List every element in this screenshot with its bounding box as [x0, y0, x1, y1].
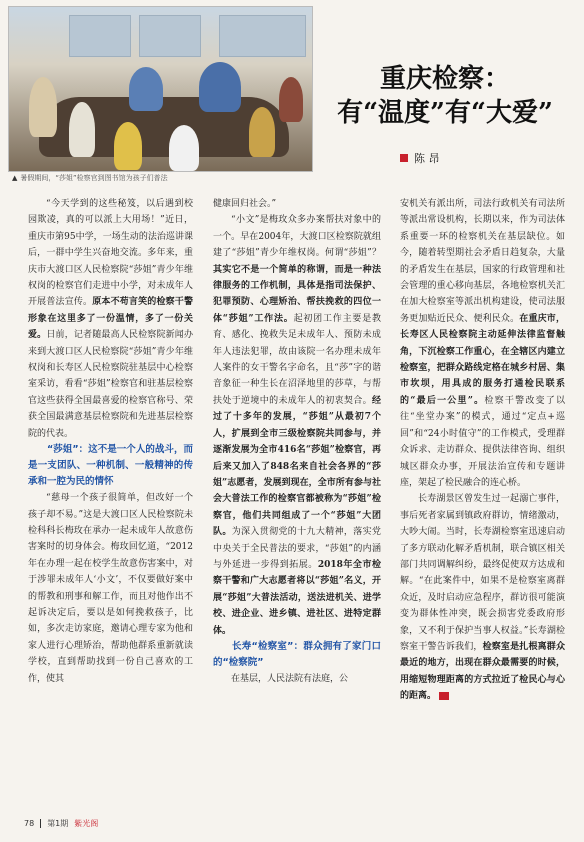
child-figure: [29, 77, 57, 137]
photo-caption: ▲ 暑假期间，“莎姐”检察官到图书馆为孩子们普法: [12, 174, 168, 182]
column-2: [213, 196, 381, 687]
column-3: [400, 196, 565, 705]
bookshelf: [219, 15, 306, 57]
paragraph: “慈母一个孩子很简单，但改好一个孩子却不易。”这是大渡口区人民检察院未检科科长梅玫在承办一起未成年人故意伤害案时的切身体会。梅玫回忆道，“2012年在办理一起在校学生故意伤害案中，对于涉罪未成年人‘小文’，不仅要做好案中的帮教和刑事和解工作，而且对他作出不起诉决定后，要以是如何挽救孩子，比如，多次走访家庭，邀请心理专家为他和家人进行心理矫治，帮助他群系重新就读学校，直到帮助找到一份自己喜欢的工作，使其: [28, 493, 193, 684]
page-footer: [24, 818, 98, 829]
child-figure: [69, 102, 95, 157]
column-1: [28, 196, 193, 687]
child-figure: [249, 107, 275, 157]
child-figure: [114, 122, 142, 170]
child-figure: [169, 125, 199, 171]
child-figure: [279, 77, 303, 122]
bookshelf: [69, 15, 131, 57]
paragraph: 在基层，人民法院有法庭，公: [231, 673, 349, 684]
red-square-icon: [400, 154, 408, 162]
triangle-icon: ▲: [12, 174, 18, 182]
header-photo: [8, 6, 313, 172]
title-line-2: 有“温度”有“大爱”: [337, 98, 553, 128]
paragraph: 长寿湖景区曾发生过一起溺亡事件，事后死者家属到镇政府群访，情绪激动，大吵大闹。当时，长寿湖检察室迅速启动了多方联动化解矛盾机制，联合镇区相关部门共同调解纠纷，最终促使双方达成和解。“在此案件中，如果不是检察室离群众近，及时启动应急程序，群访很可能演变为群体性冲突，既会损害党委政府形象，又不利于保护当事人权益。”长寿湖检察室干警告诉我们，检察室是扎根离群众最近的地方，出现在群众最需要的时候，用缩短物理距离的方式拉近了检民心与心的距离。: [400, 494, 565, 702]
prosecutor-figure: [129, 67, 163, 111]
author-byline: [400, 150, 440, 166]
bookshelf: [139, 15, 201, 57]
paragraph: 健康回归社会。”: [213, 199, 277, 209]
magazine-name: 紫光阁: [74, 819, 99, 828]
author-name: 陈 昂: [414, 152, 440, 165]
divider: [40, 819, 41, 828]
paragraph: “今天学到的这些秘笈，以后遇到校园欺凌，真的可以派上大用场！”近日，重庆市第95中学，一场生动的法治巡讲课后，一群中学生兴奋地交流。多年来，重庆市大渡口区人民检察院“莎姐”青少年维权岗的检察官们走进中小学，对未成年人开展普法宣传。原本不苟言笑的检察干警形象在这里多了一份温情，多了一份关爱。日前，记者随最高人民检察院新闻办来到大渡口区人民检察院“莎姐”青少年维权岗和长寿区人民检察院驻基层中心检察室采访，看看“莎姐”检察官和驻基层检察官这些获得全国最喜爱的检察官称号、荣获全国最满意基层检察院和先进基层检察院的代表。: [28, 199, 193, 439]
paragraph: 安机关有派出所，司法行政机关有司法所等派出常设机构，长期以来，作为司法体系重要一环的检察机关在基层缺位。如今，随着转型期社会矛盾日趋复杂，大量的矛盾发生在基层，国家的行政管理和社会管理的重心移向基层，各地检察机关汇在加大检察室等派出机构建设，使司法服务更加贴近民众、便利民众。在重庆市，长寿区人民检察院主动延伸法律监督触角，下沉检察工作重心，在全辖区内建立检察室，把群众路线定格在城乡村居、集市坎坝，用具成的服务打通检民联系的“最后一公里”。检察干警改变了以往“坐堂办案”的模式，通过“定点+巡回”和“24小时值守”的工作模式，受理群众诉求、走访群众、提供法律咨询、组织城区群众办事，开展法治宣传和专题讲座，架起了检民融合的连心桥。: [400, 199, 565, 488]
page-number: 78: [24, 819, 35, 828]
article-title: [320, 62, 570, 130]
issue-number: 第1期: [47, 819, 69, 828]
paragraph: “小文”是梅玫众多办案帮扶对象中的一个。早在2004年，大渡口区检察院就组建了“莎姐”青少年维权岗。何谓“莎姐”？其实它不是一个简单的称谓，而是一种法律服务的工作机制，具体是指司法保护、犯罪预防、心理矫治、帮扶挽救的四位一体“莎姐”工作法。起初团工作主要是教育、感化、挽救失足未成年人、预防未成年人违法犯罪，故由该院一名办理未成年人案件的女干警名字命名，且“莎”字的谐音象征一种生长在沼泽地里的莎草，与帮扶处于逆境中的未成年人的初衷契合。经过了十多年的发展，“莎姐”从最初7个人，扩展到全市三级检察院共同参与，并逐渐发展为全市416名“莎姐”检察官，再后来又加入了848名来自社会各界的“莎姐”志愿者，发展到现在，全市所有参与社会大普法工作的检察官都被称为“莎姐”检察官，他们共同组成了一个“莎姐”大团队。为深入贯彻党的十九大精神，落实党中央关于全民普法的要求，“莎姐”的内涵与外延进一步得到拓展。2018年全市检察干警和广大志愿者将以“莎姐”名义，开展“莎姐”大普法活动，送法进机关、进学校、进企业、进乡镇、进社区、进特定群体。: [213, 215, 381, 636]
title-line-1: 重庆检察：: [379, 64, 510, 94]
section-subheading: 长寿“检察室”：群众拥有了家门口的“检察院”: [213, 640, 381, 668]
section-subheading: “莎姐”：这不是一个人的战斗，而是一支团队、一种机制、一般精神的传承和一腔为民的情怀: [28, 444, 193, 488]
end-mark-icon: [439, 692, 449, 700]
prosecutor-figure: [199, 62, 241, 112]
